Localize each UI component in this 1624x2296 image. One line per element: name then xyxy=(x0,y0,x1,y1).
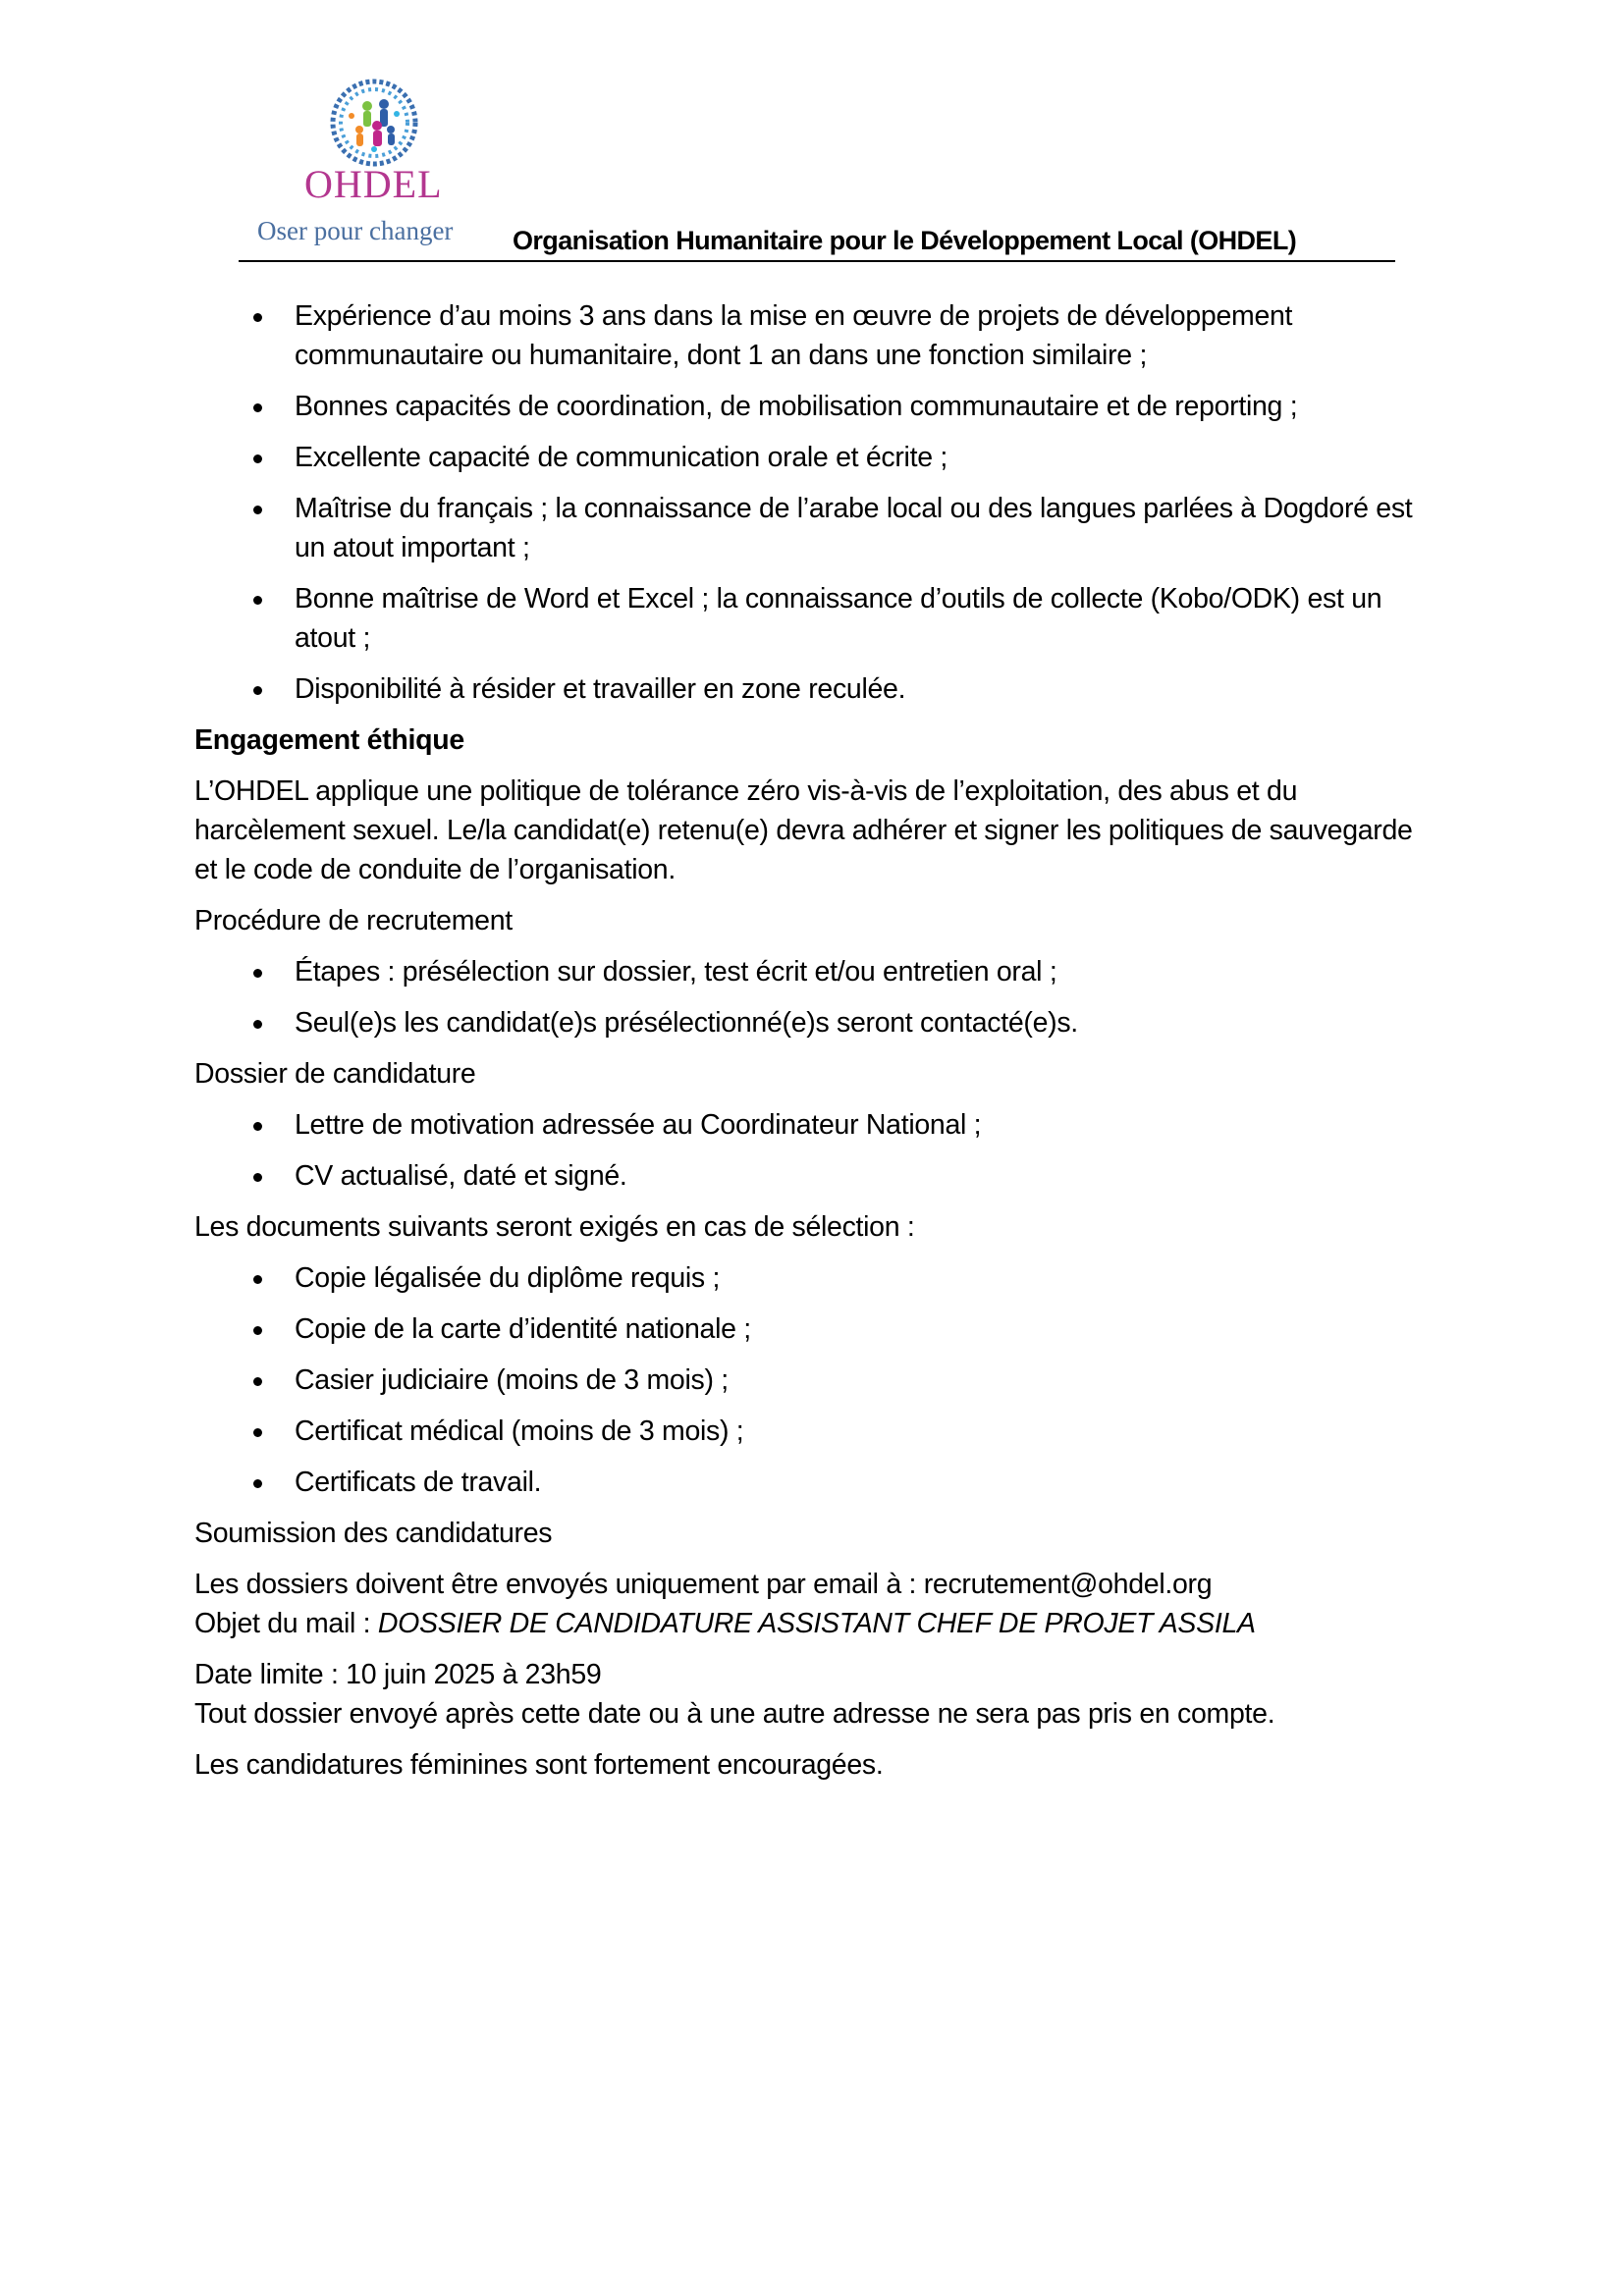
deadline: Date limite : 10 juin 2025 à 23h59 xyxy=(194,1659,602,1690)
email-link[interactable]: recrutement@ohdel.org xyxy=(923,1569,1213,1600)
bullet-icon xyxy=(253,313,262,322)
bullet-icon xyxy=(253,1020,262,1029)
list-item: Certificats de travail. xyxy=(194,1463,1432,1502)
procedure-heading: Procédure de recrutement xyxy=(194,905,513,936)
qualifications-list xyxy=(194,296,1432,709)
bullet-icon xyxy=(253,1377,262,1386)
submission-email-line: Les dossiers doivent être envoyés uniquement par email à : recrutement@ohdel.org xyxy=(194,1569,1213,1600)
bullet-icon xyxy=(253,1122,262,1131)
list-item: CV actualisé, daté et signé. xyxy=(194,1156,1432,1196)
bullet-icon xyxy=(253,506,262,514)
logo-name: OHDEL xyxy=(304,162,443,206)
list-item: Étapes : présélection sur dossier, test écrit et/ou entretien oral ; xyxy=(194,952,1432,991)
document-body xyxy=(194,296,1432,1796)
bullet-icon xyxy=(253,454,262,463)
bullet-icon xyxy=(253,596,262,605)
women-encouraged: Les candidatures féminines sont fortement encouragées. xyxy=(194,1749,884,1781)
late-notice: Tout dossier envoyé après cette date ou à une autre adresse ne sera pas pris en compte. xyxy=(194,1698,1275,1730)
list-item: Bonnes capacités de coordination, de mobilisation communautaire et de reporting ; xyxy=(194,387,1432,426)
header-title: Organisation Humanitaire pour le Développement Local (OHDEL) xyxy=(513,226,1297,255)
bullet-icon xyxy=(253,1275,262,1284)
logo-tagline: Oser pour changer xyxy=(257,216,454,245)
list-item: Casier judiciaire (moins de 3 mois) ; xyxy=(194,1361,1432,1400)
list-item: Bonne maîtrise de Word et Excel ; la connaissance d’outils de collecte (Kobo/ODK) est un atout ; xyxy=(194,579,1432,658)
list-item: Disponibilité à résider et travailler en zone reculée. xyxy=(194,669,1432,709)
people-globe-icon xyxy=(330,79,418,167)
list-item: Excellente capacité de communication orale et écrite ; xyxy=(194,438,1432,477)
list-item: Maîtrise du français ; la connaissance de l’arabe local ou des langues parlées à Dogdoré est un atout important ; xyxy=(194,489,1432,567)
list-item: Seul(e)s les candidat(e)s présélectionné(e)s seront contacté(e)s. xyxy=(194,1003,1432,1042)
header-divider xyxy=(239,260,1395,262)
ethics-text: L’OHDEL applique une politique de tolérance zéro vis-à-vis de l’exploitation, des abus et du harcèlement sexuel. Le/la candidat(e) retenu(e) devra adhérer et signer les politiques de sauvegarde et le code de conduite de l’organisation. xyxy=(194,775,1413,885)
bullet-icon xyxy=(253,686,262,695)
bullet-icon xyxy=(253,1173,262,1182)
bullet-icon xyxy=(253,1326,262,1335)
submission-heading: Soumission des candidatures xyxy=(194,1518,553,1549)
list-item: Copie légalisée du diplôme requis ; xyxy=(194,1258,1432,1298)
ethics-heading: Engagement éthique xyxy=(194,724,464,756)
list-item: Certificat médical (moins de 3 mois) ; xyxy=(194,1412,1432,1451)
list-item: Lettre de motivation adressée au Coordinateur National ; xyxy=(194,1105,1432,1145)
application-file-heading: Dossier de candidature xyxy=(194,1058,476,1090)
bullet-icon xyxy=(253,1479,262,1488)
list-item: Copie de la carte d’identité nationale ; xyxy=(194,1309,1432,1349)
list-item: Expérience d’au moins 3 ans dans la mise en œuvre de projets de développement communautaire ou humanitaire, dont 1 an dans une fonction similaire ; xyxy=(194,296,1432,375)
bullet-icon xyxy=(253,403,262,412)
procedure-list xyxy=(194,952,1432,1042)
mail-subject: DOSSIER DE CANDIDATURE ASSISTANT CHEF DE PROJET ASSILA xyxy=(377,1608,1256,1639)
bullet-icon xyxy=(253,1428,262,1437)
application-file-list xyxy=(194,1105,1432,1196)
bullet-icon xyxy=(253,969,262,978)
submission-subject-line: Objet du mail : DOSSIER DE CANDIDATURE ASSISTANT CHEF DE PROJET ASSILA xyxy=(194,1608,1256,1639)
selection-documents-list xyxy=(194,1258,1432,1502)
selection-documents-heading: Les documents suivants seront exigés en cas de sélection : xyxy=(194,1211,915,1243)
